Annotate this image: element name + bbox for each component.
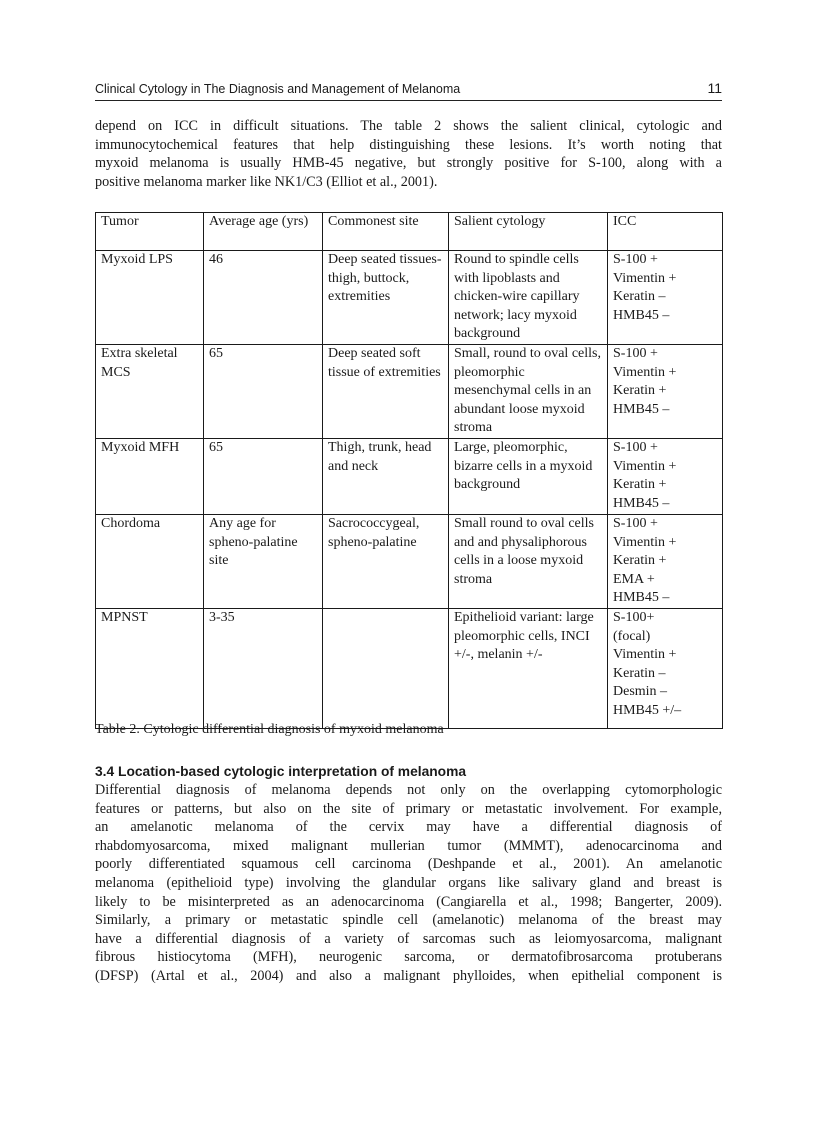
cell-site: Deep seated soft tissue of extremities <box>323 344 449 438</box>
icc-marker: S-100+ <box>613 609 655 625</box>
column-header-age: Average age (yrs) <box>204 213 323 251</box>
cell-icc <box>608 608 723 728</box>
table-row <box>96 514 723 608</box>
icc-marker: S-100 + <box>613 439 658 455</box>
cell-cytology: Small round to oval cells and and physaliphorous cells in a loose myxoid stroma <box>449 514 608 608</box>
icc-marker: Vimentin + <box>613 534 677 550</box>
icc-marker: Keratin + <box>613 553 667 569</box>
cell-tumor: Extra skeletal MCS <box>96 344 204 438</box>
cell-age: 65 <box>204 438 323 514</box>
cell-cytology: Large, pleomorphic, bizarre cells in a myxoid background <box>449 438 608 514</box>
table-row <box>96 251 723 345</box>
section-heading: 3.4 Location-based cytologic interpretation of melanoma <box>95 764 467 779</box>
text-line: positive melanoma marker like NK1/C3 (Elliot et al., 2001). <box>95 173 438 190</box>
intro-paragraph <box>95 117 722 191</box>
icc-marker: Vimentin + <box>613 270 677 286</box>
text-line: have a differential diagnosis of a variety of sarcomas such as leiomyosarcoma, malignant <box>95 930 722 947</box>
cell-icc <box>608 344 723 438</box>
cell-icc <box>608 251 723 345</box>
cell-site: Deep seated tissues- thigh, buttock, extremities <box>323 251 449 345</box>
column-header-site: Commonest site <box>323 213 449 251</box>
icc-marker: Keratin – <box>613 289 666 305</box>
icc-marker: Vimentin + <box>613 647 677 663</box>
icc-marker: HMB45 – <box>613 495 670 511</box>
icc-marker: (focal) <box>613 628 651 644</box>
icc-marker: Keratin + <box>613 383 667 399</box>
text-line: features or patterns, but also on the site of primary or metastatic involvement. For example, <box>95 800 722 817</box>
page-number: 11 <box>707 80 722 96</box>
icc-marker: EMA + <box>613 571 655 587</box>
column-header-icc: ICC <box>608 213 723 251</box>
column-header-cytology: Salient cytology <box>449 213 608 251</box>
icc-marker: Keratin + <box>613 477 667 493</box>
cell-tumor: Myxoid MFH <box>96 438 204 514</box>
icc-marker: S-100 + <box>613 252 658 267</box>
cell-tumor: MPNST <box>96 608 204 728</box>
text-line: immunocytochemical features that help distinguishing these lesions. It’s worth noting that <box>95 136 722 153</box>
column-header-tumor: Tumor <box>96 213 204 251</box>
icc-marker: Desmin – <box>613 684 668 700</box>
cell-tumor: Chordoma <box>96 514 204 608</box>
table-caption: Table 2. Cytologic differential diagnosis of myxoid melanoma <box>95 722 444 737</box>
cell-icc <box>608 514 723 608</box>
differential-diagnosis-table <box>95 212 723 729</box>
cell-age: 46 <box>204 251 323 345</box>
cell-cytology: Small, round to oval cells, pleomorphic mesenchymal cells in an abundant loose myxoid stroma <box>449 344 608 438</box>
cell-site: Thigh, trunk, head and neck <box>323 438 449 514</box>
cell-age: 3-35 <box>204 608 323 728</box>
icc-marker: Keratin – <box>613 665 666 681</box>
icc-marker: HMB45 +/– <box>613 702 682 718</box>
text-line: melanoma (epithelioid type) involving the glandular organs like salivary gland and breast is <box>95 874 722 891</box>
cell-icc <box>608 438 723 514</box>
text-line: likely to be misinterpreted as an adenocarcinoma (Cangiarella et al., 1998; Bangerter, 2009). <box>95 893 722 910</box>
section-paragraph <box>95 781 722 986</box>
text-line: depend on ICC in difficult situations. The table 2 shows the salient clinical, cytologic and <box>95 118 722 134</box>
cell-age: 65 <box>204 344 323 438</box>
table-header-row <box>96 213 723 251</box>
text-line: fibrous histiocytoma (MFH), neurogenic sarcoma, or dermatofibrosarcoma protuberans <box>95 949 722 966</box>
table-row <box>96 438 723 514</box>
cell-site <box>323 608 449 728</box>
text-line: poorly differentiated squamous cell carcinoma (Deshpande et al., 2001). An amelanotic <box>95 856 722 873</box>
text-line: Differential diagnosis of melanoma depends not only on the overlapping cytomorphologic <box>95 782 722 798</box>
cell-tumor: Myxoid LPS <box>96 251 204 345</box>
text-line: rhabdomyosarcoma, mixed malignant mullerian tumor (MMMT), adenocarcinoma and <box>95 837 722 854</box>
running-title: Clinical Cytology in The Diagnosis and Management of Melanoma <box>95 82 461 96</box>
text-line: (DFSP) (Artal et al., 2004) and also a malignant phylloides, when epithelial component is <box>95 967 722 984</box>
icc-marker: S-100 + <box>613 345 658 361</box>
cell-cytology: Round to spindle cells with lipoblasts and chicken-wire capillary network; lacy myxoid background <box>449 251 608 345</box>
text-line: myxoid melanoma is usually HMB-45 negative, but strongly positive for S-100, along with a <box>95 155 722 172</box>
cell-age: Any age for spheno-palatine site <box>204 514 323 608</box>
icc-marker: HMB45 – <box>613 590 670 606</box>
text-line: Similarly, a primary or metastatic spindle cell (amelanotic) melanoma of the breast may <box>95 912 722 929</box>
text-line: an amelanotic melanoma of the cervix may have a differential diagnosis of <box>95 819 722 836</box>
icc-marker: HMB45 – <box>613 401 670 417</box>
icc-marker: Vimentin + <box>613 364 677 380</box>
cell-cytology: Epithelioid variant: large pleomorphic cells, INCI +/-, melanin +/- <box>449 608 608 728</box>
cell-site: Sacrococcygeal, spheno-palatine <box>323 514 449 608</box>
page-header <box>95 80 722 101</box>
icc-marker: HMB45 – <box>613 307 670 323</box>
icc-marker: Vimentin + <box>613 458 677 474</box>
table-row <box>96 344 723 438</box>
icc-marker: S-100 + <box>613 515 658 531</box>
table-row <box>96 608 723 728</box>
